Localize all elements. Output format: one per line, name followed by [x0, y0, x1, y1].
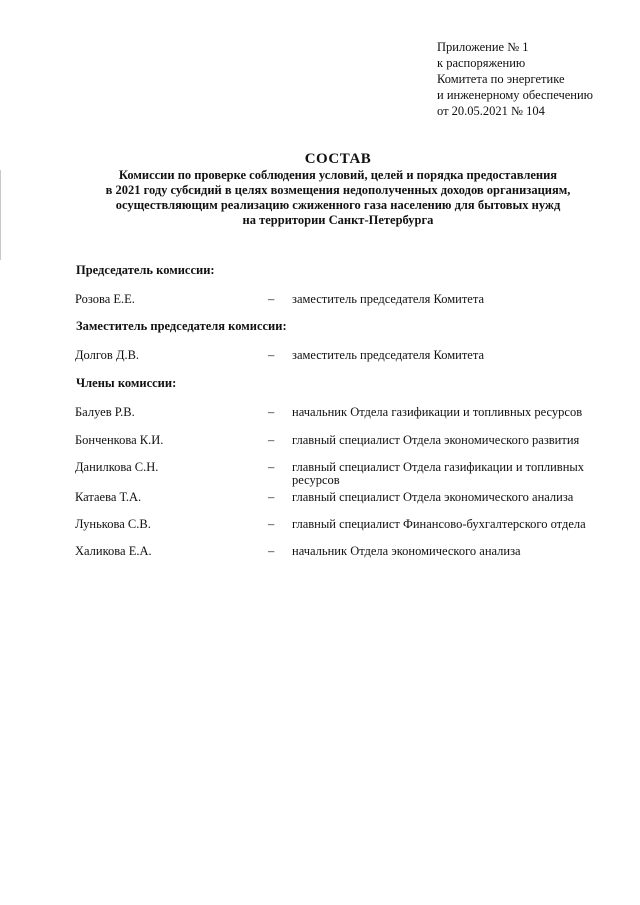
appendix-line: и инженерному обеспечению	[437, 88, 594, 102]
appendix-line: Приложение № 1	[437, 40, 529, 54]
member-position: главный специалист Отдела газификации и топливных ресурсов	[292, 460, 585, 487]
scan-edge-line	[0, 170, 1, 260]
subtitle-line: Комиссии по проверке соблюдения условий, целей и порядка предоставления	[118, 168, 558, 182]
member-position: главный специалист Отдела экономического развития	[292, 433, 580, 447]
document-title: СОСТАВ	[304, 151, 372, 167]
member-dash: –	[268, 405, 275, 419]
section-heading-deputy: Заместитель председателя комиссии:	[76, 319, 287, 333]
member-name: Лунькова С.В.	[75, 517, 151, 531]
member-name: Данилкова С.Н.	[75, 460, 159, 474]
subtitle-line: в 2021 году субсидий в целях возмещения недополученных доходов организациям,	[105, 183, 571, 197]
subtitle-line: на территории Санкт-Петербурга	[242, 213, 434, 227]
section-heading-chairman: Председатель комиссии:	[76, 263, 215, 277]
member-dash: –	[268, 292, 275, 306]
member-name: Бонченкова К.И.	[75, 433, 164, 447]
member-name: Розова Е.Е.	[75, 292, 135, 306]
member-dash: –	[268, 460, 275, 474]
member-dash: –	[268, 490, 275, 504]
member-position: заместитель председателя Комитета	[292, 292, 485, 306]
member-dash: –	[268, 433, 275, 447]
member-name: Долгов Д.В.	[75, 348, 140, 362]
member-dash: –	[268, 517, 275, 531]
appendix-line: от 20.05.2021 № 104	[437, 104, 545, 118]
member-dash: –	[268, 348, 275, 362]
member-name: Балуев Р.В.	[75, 405, 135, 419]
member-position: начальник Отдела экономического анализа	[292, 544, 521, 558]
member-position: главный специалист Финансово-бухгалтерского отдела	[292, 517, 586, 531]
appendix-line: к распоряжению	[437, 56, 526, 70]
section-heading-members: Члены комиссии:	[76, 376, 177, 390]
member-name: Халикова Е.А.	[75, 544, 152, 558]
member-position: начальник Отдела газификации и топливных ресурсов	[292, 405, 583, 419]
member-name: Катаева Т.А.	[75, 490, 142, 504]
member-position: заместитель председателя Комитета	[292, 348, 485, 362]
appendix-line: Комитета по энергетике	[437, 72, 565, 86]
member-position: главный специалист Отдела экономического анализа	[292, 490, 574, 504]
document-subtitle	[60, 168, 616, 228]
member-dash: –	[268, 544, 275, 558]
appendix-block	[437, 39, 637, 119]
subtitle-line: осуществляющим реализацию сжиженного газа населению для бытовых нужд	[115, 198, 561, 212]
